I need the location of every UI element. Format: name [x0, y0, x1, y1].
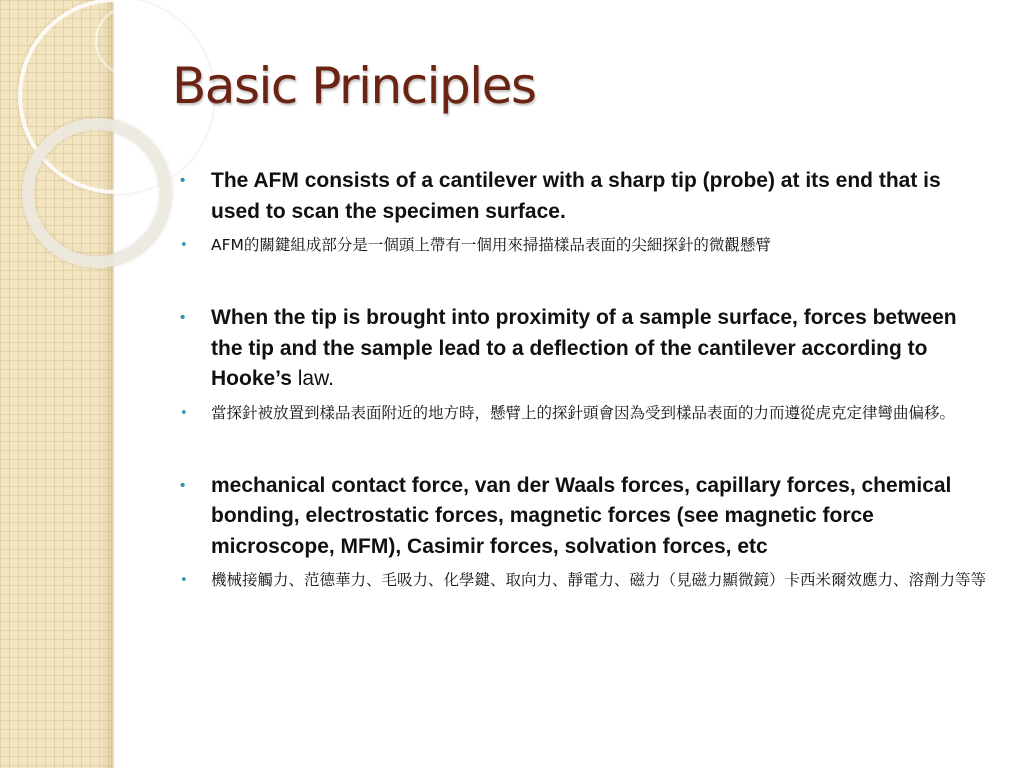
bullet-afm-definition-zh — [180, 234, 990, 257]
bullet-force-types — [180, 471, 990, 563]
decorative-ring-thick — [22, 118, 172, 268]
bullet-force-types-zh — [180, 569, 990, 592]
bullet-dot-icon: • — [180, 405, 188, 421]
bullet-dot-icon: • — [180, 309, 186, 326]
bullet-text: mechanical contact force, van der Waals forces, capillary forces, chemical bonding, electrostatic forces, magnetic forces (see magnetic force microscope, MFM), Casimir forces, solvation forces, etc — [211, 473, 952, 558]
decorative-ring-small — [95, 6, 165, 76]
bullet-list — [180, 166, 990, 592]
bullet-text: AFM的關鍵組成部分是一個頭上帶有一個用來掃描樣品表面的尖細探針的微觀懸臂 — [211, 236, 771, 254]
bullet-dot-icon: • — [180, 476, 186, 494]
bullet-dot-icon: • — [180, 238, 188, 253]
bullet-text: 機械接觸力、范德華力、毛吸力、化學鍵、取向力、靜電力、磁力（見磁力顯微鏡）卡西米爾效應力、溶劑力等等 — [211, 571, 987, 589]
bullet-dot-icon: • — [180, 172, 186, 189]
bullet-hookes-law — [180, 303, 990, 395]
slide-title: Basic Principles — [172, 57, 536, 115]
bullet-afm-definition — [180, 166, 990, 227]
bullet-hookes-law-zh — [180, 402, 990, 425]
bullet-text: When the tip is brought into proximity of a sample surface, forces between the tip and the sample lead to a deflection of the cantilever according to Hooke’s — [211, 306, 957, 390]
bullet-text: The AFM consists of a cantilever with a sharp tip (probe) at its end that is used to scan the specimen surface. — [211, 169, 941, 223]
bullet-dot-icon: • — [180, 573, 188, 588]
bullet-text-law: law. — [297, 367, 334, 390]
bullet-text: 當探針被放置到樣品表面附近的地方時，懸臂上的探針頭會因為受到樣品表面的力而遵從虎克定律彎曲偏移。 — [211, 403, 956, 422]
